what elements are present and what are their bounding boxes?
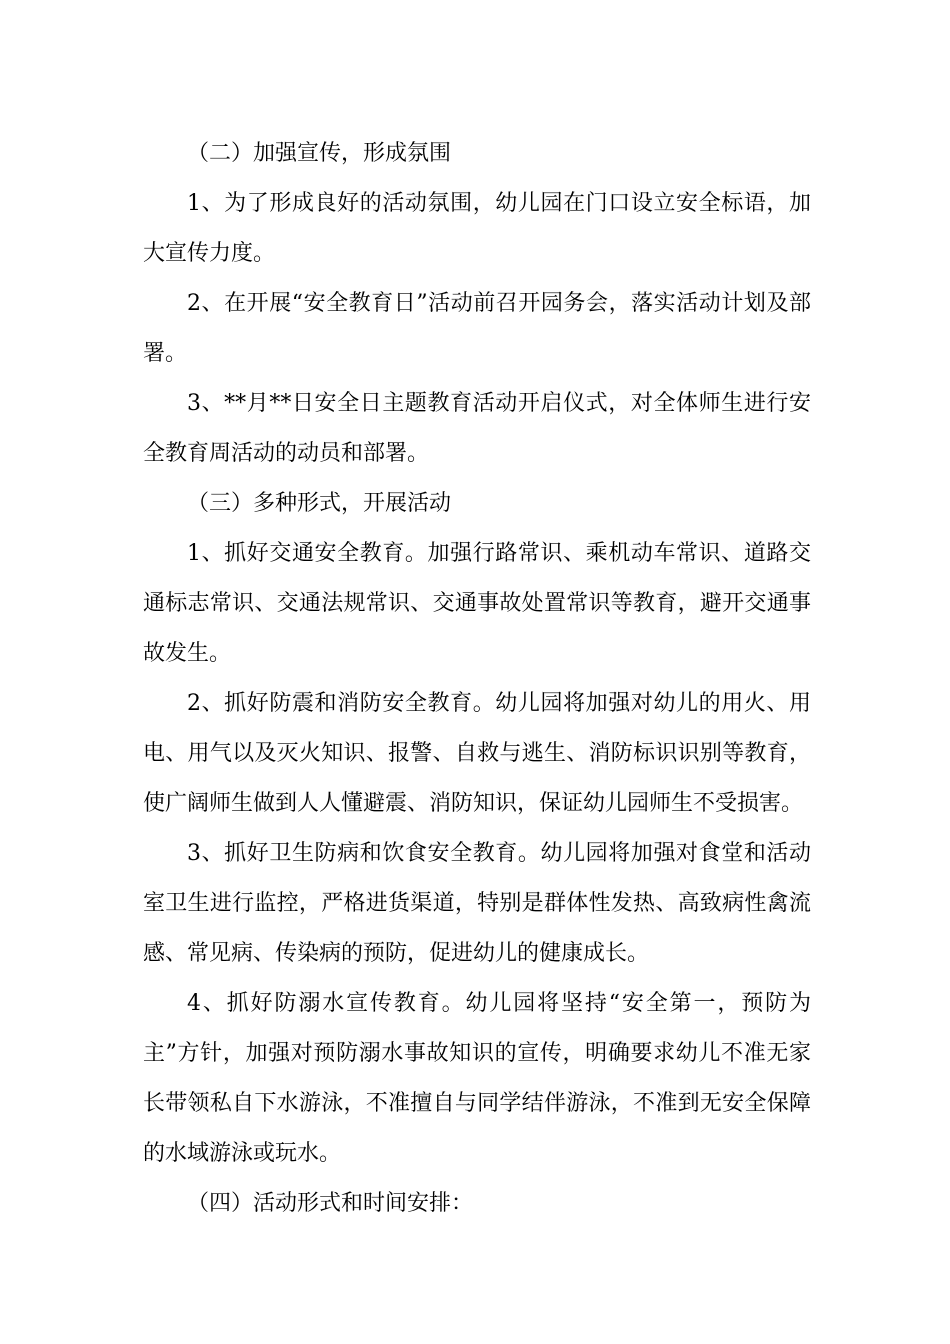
document-body — [143, 129, 811, 1229]
paragraph-2-3: 3、**月**日安全日主题教育活动开启仪式，对全体师生进行安全教育周活动的动员和部署。 — [143, 391, 811, 466]
paragraph-2-1: 1、为了形成良好的活动氛围，幼儿园在门口设立安全标语，加大宣传力度。 — [143, 191, 811, 266]
paragraph-2-2: 2、在开展“安全教育日”活动前召开园务会，落实活动计划及部署。 — [143, 291, 811, 366]
paragraph-3-2: 2、抓好防震和消防安全教育。幼儿园将加强对幼儿的用火、用电、用气以及灭火知识、报警、自救与逃生、消防标识识别等教育，使广阔师生做到人人懂避震、消防知识，保证幼儿园师生不受损害。 — [143, 691, 811, 816]
section-heading-4: （四）活动形式和时间安排： — [187, 1191, 474, 1216]
paragraph-3-4: 4、抓好防溺水宣传教育。幼儿园将坚持“安全第一，预防为主”方针，加强对预防溺水事故知识的宣传，明确要求幼儿不准无家长带领私自下水游泳，不准擅自与同学结伴游泳，不准到无安全保障的水域游泳或玩水。 — [143, 991, 811, 1166]
section-heading-2: （二）加强宣传，形成氛围 — [187, 141, 452, 166]
section-heading-3: （三）多种形式，开展活动 — [187, 491, 452, 516]
paragraph-3-1: 1、抓好交通安全教育。加强行路常识、乘机动车常识、道路交通标志常识、交通法规常识、交通事故处置常识等教育，避开交通事故发生。 — [143, 541, 811, 666]
paragraph-3-3: 3、抓好卫生防病和饮食安全教育。幼儿园将加强对食堂和活动室卫生进行监控，严格进货渠道，特别是群体性发热、高致病性禽流感、常见病、传染病的预防，促进幼儿的健康成长。 — [143, 841, 811, 966]
